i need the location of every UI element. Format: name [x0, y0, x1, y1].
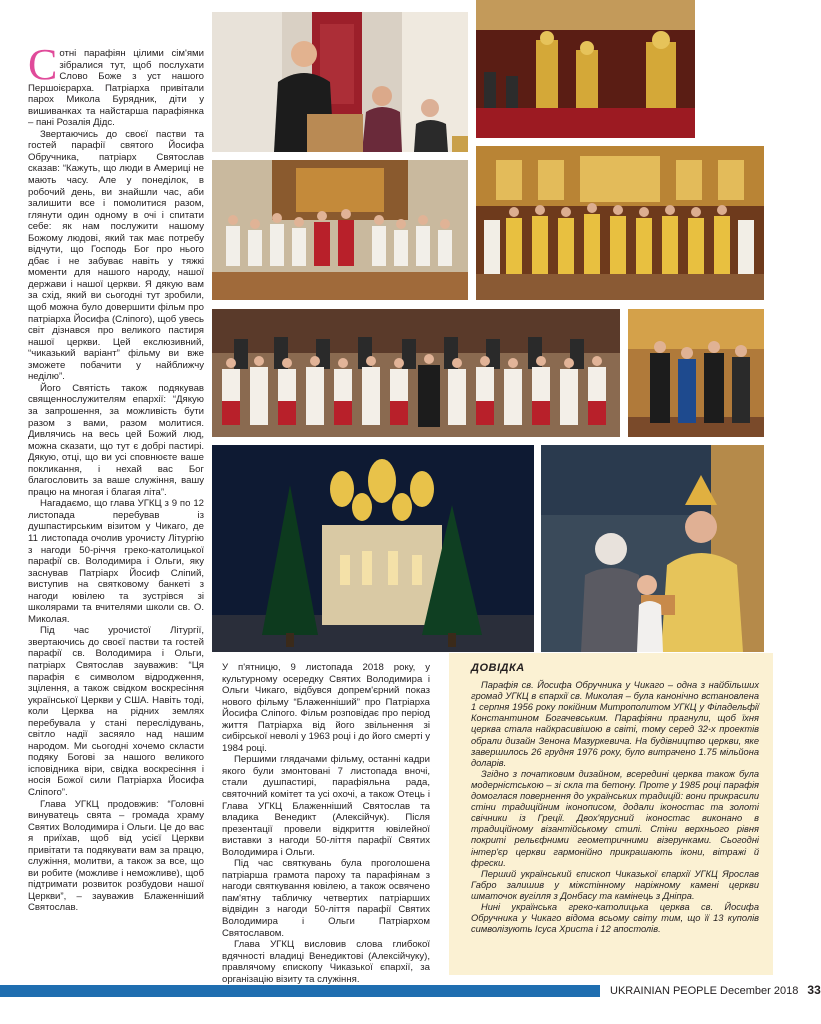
photo-church-night	[212, 445, 534, 652]
photo-patriarch-blessing	[541, 445, 764, 652]
photo-women-choir	[212, 309, 620, 437]
paragraph: Під час урочистої Літургії, звертаючись до своєї пастви та гостей парафії св. Володимира і Ольги, патріарх Святослав зауважив: “Ця парафія є символом відродження, зцілення, а також свідком воскресіння української Церкви у США. Навіть тоді, коли Церква на рідних землях перебувала у стані переслідувань, світло надії засяяло над нашим народом. Ми сьогодні хочемо скласти подяку Богові за нашого великого ісповідника віри, свідка воскресіння і носія Божої сили Патріарха Йосифа Сліпого”.	[28, 625, 204, 798]
paragraph: У п'ятницю, 9 листопада 2018 року, у культурному осередку Святих Володимира і Ольги Чикаго, відбувся допрем'єрний показ нового фільму “Блаженніший” про Патріарха Йосифа Сліпого. Фільм розповідає про період життя Патріарха від його звільнення зі сибірської неволі у 1963 році і до його смерті у 1984 році.	[222, 662, 430, 754]
paragraph: Глава УГКЦ висловив слова глибокої вдячності владиці Венедиктові (Алексійчуку), правлячому єпископу Чиказької єпархії, за організацію візиту та служіння.	[222, 939, 430, 985]
paragraph: Нагадаємо, що глава УГКЦ з 9 по 12 листопада перебував із душпастирським візитом у Чикаго, де 11 листопада очолив урочисту Літургію з нагоди 50-річчя греко-католицької парафії св. Володимира і Ольги, яку заснував Патріарх Йосиф Сліпий, виступив на святковому банкеті з нагоди ювілею та зустрівся зі школярами та вчителями школи св. О. Миколая.	[28, 498, 204, 625]
footer-bar	[0, 985, 600, 997]
article-column-2	[222, 662, 430, 985]
paragraph: Нині українська греко-католицька церква св. Йосифа Обручника у Чикаго відома всьому світу тим, що її 13 куполів символізують Ісуса Христа і 12 апостолів.	[471, 901, 759, 935]
article-column-1	[28, 40, 204, 914]
paragraph: Першими глядачами фільму, останні кадри якого були змонтовані 7 листопада вночі, стали душпастирі, парафіяльна рада, святочний комітет та усі охочі, а також Отець і Глава УГКЦ Блаженніший Святослав та владика Венедикт (Алексійчук). Після презентації провели відкриття ювілейної виставки з нагоди 50-ліття парафії Святих Володимира і Ольги.	[222, 754, 430, 858]
drop-cap: С	[28, 40, 58, 89]
photo-clergy-iconostasis	[476, 146, 764, 300]
photo-four-guests	[628, 309, 764, 437]
photo-bishops-church	[476, 0, 695, 138]
paragraph: Під час святкувань була проголошена патріарша грамота пароху та парафіянам з нагоди святкування ювілею, а також освячено пам'ятну табличку четвертих патріарших відвідин з нагоди 50-ліття парафії Святих Володимира і Ольги Патріархом Святославом.	[222, 858, 430, 939]
photo-patriarch-speaking	[212, 12, 468, 152]
paragraph: Його Святість також подякував священнослужителям епархії: “Дякую за запрошення, за можливість бути разом з вами, разом молитися. Дивлячись на весь цей Божий люд, можна сказати, що тут є добрі пастирі. Дякую, отці, що ви усі сповнюєте ваше покликання, і нехай вас Бог благословить за ваше служіння, вашу працю на многая і благая літа”.	[28, 382, 204, 498]
paragraph: отні парафіян цілими сім'ями зібралися тут, щоб послухати Слово Боже з уст нашого Першоієрарха. Патріарха привітали парох Микола Бурядник, діти у вишиванках та найстарша парафіянка – пані Розалія Дідс.	[28, 48, 204, 129]
photo-choir-group	[212, 160, 468, 300]
paragraph: Глава УГКЦ продовжив: “Головні винуватець свята – громада храму Святих Володимира і Ольги. Це до вас я приїхав, щоб від усієї Церкви привітати та подякувати вам за працю, служіння, молитви, а також за все, що ви робите (можливе і неможливе), щоб підтримати розвиток розбудови нашої Церкви”, – зауважив Блаженніший Святослав.	[28, 798, 204, 914]
paragraph: Перший український єпископ Чиказької єпархії УГКЦ Ярослав Габро залишив у міжстінному наріжному камені церкви шматочок вугілля з Донбасу та камінець з Дніпра.	[471, 868, 759, 901]
paragraph: Парафія св. Йосифа Обручника у Чикаго – одна з найбільших громад УГКЦ в єпархії св. Миколая – була канонічно встановлена 1 серпня 1956 року покійним Митрополитом УГКЦ у Філадельфії Константином Богачевським. Парафіяни прагнули, щоб їхня церква стала найкрасивішою в світі, тому серед 32-х проектів обрали дизайн Зенона Мазуркевича. На будівництво церкви, яке завершилось 26 грудня 1976 року, було витрачено 1.75 мільйона доларів.	[471, 680, 759, 768]
page-number: 33	[807, 983, 821, 997]
issue-date: December 2018	[720, 985, 799, 997]
paragraph: Звертаючись до своєї пастви та гостей парафії святого Йосифа Обручника, патріарх Святослав сказав: “Кажуть, що люди в Америці не мають часу. Але у понеділок, в робочий день, ви знайшли час, аби залишити все і помолитися разом, глянути один одному в очі і спитати себе: як нам послужити нашому Божому людові, який так має потребу відчути, що Господь Бог про нього дбає і не забуває навіть у тяжкі моменти для нашого народу, нашої держави і нашої церкви. Я дякую вам за схід, який ви сьогодні тут зробили, щоб можна було довершити фільм про патріарха Йосифа (Сліпого), щоб увесь світ дізнався про великого пастиря нашої церкви. Цей екслюзивний, “чиказький варіант” фільму ви вже зможете побачити у найближчу неділю”.	[28, 128, 204, 383]
magazine-name: UKRAINIAN PEOPLE	[610, 985, 717, 997]
paragraph: Згідно з початковим дизайном, всередині церква також була модерністською – зі скла та бетону. Проте у 1985 році парафія домоглася повернення до українських традицій: вони прикрасили стіни традиційним іконописом, додали іконостас та золоті свічники із Греції. Двох'ярусний іконостас виконано в традиційному візантійському стилі. Стіни верхнього рівня покриті рельєфними геометричними візерунками. Сьогодні інтер'єр церкви гармонійно прикрашають ікони, вітражі й фрески.	[471, 768, 759, 868]
sidebar-reference	[449, 653, 773, 975]
footer	[610, 982, 821, 999]
sidebar-heading: ДОВІДКА	[471, 662, 525, 674]
